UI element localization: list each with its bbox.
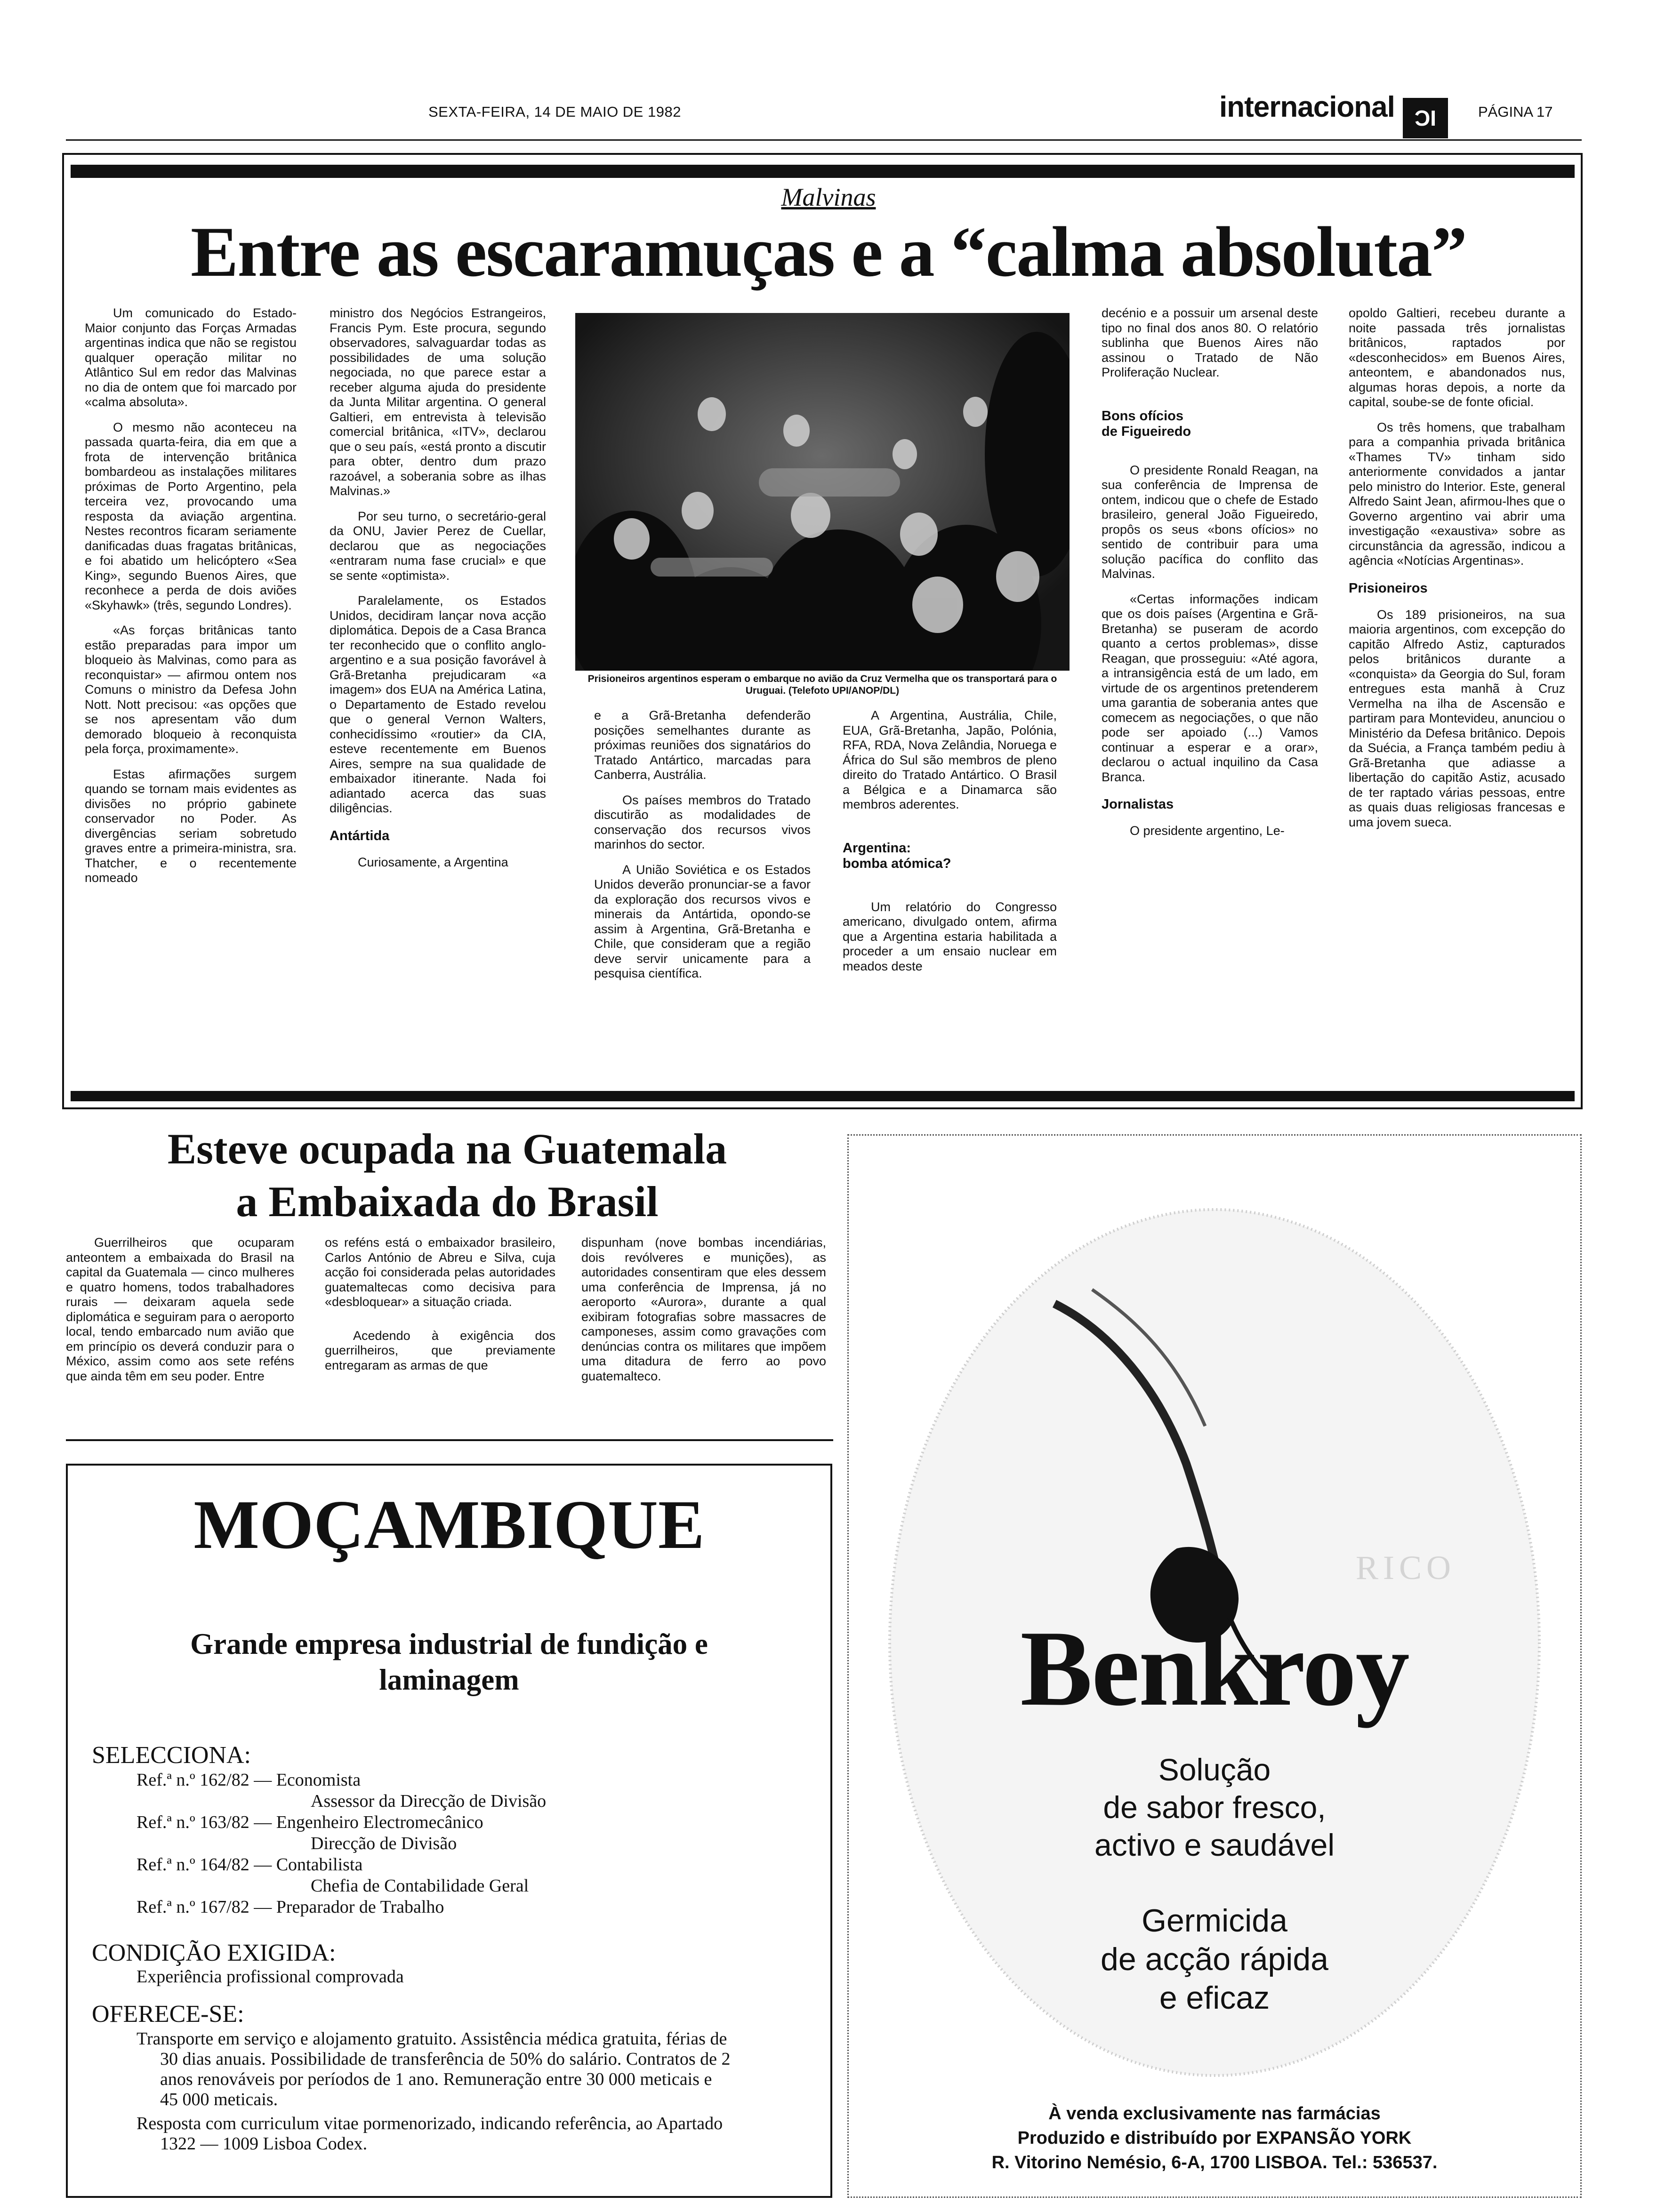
selecciona-heading: SELECCIONA: [92,1742,251,1769]
article-column-6 [1349,306,1565,1082]
article-column-4 [843,708,1057,1085]
footer-line: À venda exclusivamente nas farmácias [1048,2104,1381,2124]
photo-prisoners [575,313,1070,671]
oferece-line: anos renováveis por períodos de 1 ano. Remuneração entre 30 000 meticais e [160,2069,712,2089]
ref-164-sub: Chefia de Contabilidade Geral [311,1876,529,1896]
ref-167: Ref.ª n.º 167/82 — Preparador de Trabalho [137,1897,444,1917]
subhead-jornalistas: Jornalistas [1102,797,1174,812]
subhead-bomba [843,841,1057,872]
paragraph: O presidente Ronald Reagan, na sua conferência de Imprensa de ontem, indicou que o chefe de Estado brasileiro, general João Figueiredo, propôs os seus «bons ofícios» no sentido de contribuir para uma solução pacífica do conflito das Malvinas. [1102,463,1318,581]
article-headline: Entre as escaramuças e a “calma absoluta” [190,212,1467,291]
paragraph: Os três homens, que trabalham para a companhia privada britânica «Thames TV» tinham sido anteriormente convidados a jantar pelo ministro do Interior. Este, general Alfredo Saint Jean, afirmou-lhes que o Governo argentino vai abrir uma investigação «exaustiva» sobre as circunstância da agressão, indicou a agência «Notícias Argentinas». [1349,420,1565,568]
subhead-line: Argentina: [843,840,911,856]
paragraph: Estas afirmações surgem quando se tornam mais evidentes as divisões no próprio gabinete conservador no Poder. As divergências seriam sobretudo graves entre a primeira-ministra, sra. Thatcher, e o recentemente nomeado [85,767,297,885]
subhead-antartida: Antártida [330,828,390,843]
claim-line: de acção rápida [1101,1941,1328,1977]
article-column-3 [594,708,811,1085]
headline-line: Esteve ocupada na Guatemala [167,1125,727,1173]
subhead-line: bomba atómica? [843,856,951,871]
paragraph: O mesmo não aconteceu na passada quarta-feira, dia em que a frota de intervenção britânica bombardeou as instalações militares próximas de Porto Argentino, pela terceira vez, provocando uma resposta da aviação argentina. Nestes recontros ficaram seriamente danificadas duas fragatas britânicas, e foi abatido um helicóptero «Sea King», segundo Buenos Aires, que reconhece a perda de dois aviões «Skyhawk» (três, segundo Londres). [85,420,297,612]
paragraph: Um comunicado do Estado-Maior conjunto das Forças Armadas argentinas indica que não se registou qualquer operação militar no Atlântico Sul em redor das Malvinas no dia de ontem que foi marcado por «calma absoluta». [85,306,297,409]
benkroy-brand: Benkroy [1020,1608,1409,1728]
paragraph: Acedendo à exigência dos guerrilheiros, que previamente entregaram as armas de que [325,1328,555,1372]
resposta-line: 1322 — 1009 Lisboa Codex. [160,2134,368,2154]
page-number: PÁGINA 17 [1478,104,1553,120]
paragraph: opoldo Galtieri, recebeu durante a noite passada três jornalistas britânicos, raptados por «desconhecidos» em Buenos Aires, anteontem, e abandonados nus, algumas horas depois, a norte da capital, soube-se de fonte oficial. [1349,306,1565,409]
ref-163: Ref.ª n.º 163/82 — Engenheiro Electromecânico [137,1812,483,1832]
photo-caption: Prisioneiros argentinos esperam o embarque no avião da Cruz Vermelha que os transportará para o Uruguai. (Telefoto UPI/ANOP/DL) [587,673,1057,696]
article-kicker: Malvinas [781,183,876,211]
footer-line: Produzido e distribuído por EXPANSÃO YORK [1017,2128,1412,2148]
paragraph: Guerrilheiros que ocuparam anteontem a embaixada do Brasil na capital da Guatemala — cinco mulheres e quatro homens, todos trabalhadores rurais — deixaram aquela sede diplomática e seguiram para o aeroporto local, tendo embarcado num avião que em princípio os deverá conduzir para o México, assim como aos sete reféns que ainda têm em seu poder. Entre [66,1235,294,1383]
article-column-5 [1102,306,1318,1082]
paragraph: decénio e a possuir um arsenal deste tipo no final dos anos 80. O relatório sublinha que Buenos Aires não assinou o Tratado de Não Proliferação Nuclear. [1102,306,1318,379]
header-date: SEXTA-FEIRA, 14 DE MAIO DE 1982 [428,104,681,120]
logo-glyph: ƆƖ [1415,106,1436,130]
guatemala-column-2 [325,1235,555,1433]
header-rule [66,139,1582,141]
condicao-text: Experiência profissional comprovada [137,1967,404,1987]
guatemala-column-3 [581,1235,826,1433]
claim-line: e eficaz [1159,1980,1270,2016]
paragraph: e a Grã-Bretanha defenderão posições semelhantes durante as próximas reuniões dos signatários do Tratado Antártico, marcadas para Canberra, Austrália. [594,708,811,782]
paragraph: «Certas informações indicam que os dois países (Argentina e Grã-Bretanha) se puseram de acordo quanto a certos problemas», disse Reagan, que prosseguiu: «Até agora, a intransigência está de um lado, em virtude de os argentinos pretenderem uma garantia de soberania antes que comecem as negociações, o que não pode ser apoiado (...) Vamos continuar a esperar e a orar», declarou o actual inquilino da Casa Branca. [1102,592,1318,784]
paragraph: Por seu turno, o secretário-geral da ONU, Javier Perez de Cuellar, declarou que as negociações «entraram numa fase crucial» e que se sente «optimista». [330,509,546,583]
footer-line: R. Vitorino Nemésio, 6-A, 1700 LISBOA. Tel.: 536537. [991,2153,1438,2172]
guatemala-headline [66,1122,828,1228]
ad-title: MOÇAMBIQUE [193,1486,705,1563]
oferece-line: 30 dias anuais. Possibilidade de transferência de 50% do salário. Contratos de 2 [160,2049,731,2069]
section-logo-icon [1403,98,1448,138]
guatemala-bottom-rule [66,1439,833,1441]
subtitle-line: laminagem [379,1663,519,1696]
section-title: internacional [1219,91,1395,123]
claim-line: Germicida [1142,1903,1287,1939]
tagline-line: Solução [1158,1752,1271,1787]
paragraph: A União Soviética e os Estados Unidos deverão pronunciar-se a favor da exploração dos recursos vivos e minerais da Antártida, opondo-se assim à Argentina, Grã-Bretanha e Chile, que consideram que a região deve servir unicamente para a pesquisa científica. [594,862,811,980]
paragraph: dispunham (nove bombas incendiárias, dois revólveres e munições), as autoridades consentiram que eles dessem uma conferência de Imprensa, já no aeroporto «Aurora», durante a qual exibiram fotografias sobre massacres de camponeses, assim como gravações com denúncias contra os militares que impõem uma ditadura de ferro ao povo guatemalteco. [581,1235,826,1383]
paragraph: A Argentina, Austrália, Chile, EUA, Grã-Bretanha, Japão, Polónia, RFA, RDA, Nova Zelândia, Noruega e África do Sul são membros de pleno direito do Tratado Antártico. O Brasil a Bélgica e a Dinamarca são membros aderentes. [843,708,1057,811]
subhead-prisioneiros: Prisioneiros [1349,580,1428,596]
subhead-bons-oficios [1102,409,1318,440]
article-column-2 [330,306,546,1082]
article-column-1 [85,306,297,1082]
ad-subtitle [66,1626,832,1698]
paragraph: Um relatório do Congresso americano, divulgado ontem, afirma que a Argentina estaria habilitada a proceder a um ensaio nuclear em meados deste [843,899,1057,973]
ref-162: Ref.ª n.º 162/82 — Economista [137,1770,361,1790]
paragraph: Os 189 prisioneiros, na sua maioria argentinos, com excepção do capitão Alfredo Astiz, capturados pelos britânicos durante a «conquista» da Georgia do Sul, foram entregues esta manhã à Cruz Vermelha na ilha de Ascensão e partiram para Montevideu, anunciou o Ministério da Defesa britânico. Depois da Suécia, a França também pediu à Grã-Bretanha que adiasse a libertação do capitão Astiz, acusado de ter raptado várias pessoas, entre as quais duas religiosas francesas e uma jovem sueca. [1349,607,1565,829]
resposta-line: Resposta com curriculum vitae pormenorizado, indicando referência, ao Apartado [137,2114,723,2133]
page-header [66,89,1582,146]
news-photo [575,313,1070,671]
ghost-text: RICO [1356,1549,1456,1587]
ref-164: Ref.ª n.º 164/82 — Contabilista [137,1855,363,1875]
tagline-line: activo e saudável [1094,1827,1335,1862]
benkroy-tagline [847,1751,1582,1864]
benkroy-claim [847,1901,1582,2017]
paragraph: Os países membros do Tratado discutirão as modalidades de conservação dos recursos vivos marinhos do sector. [594,793,811,851]
headline-line: a Embaixada do Brasil [236,1178,659,1226]
paragraph: Paralelamente, os Estados Unidos, decidiram lançar nova acção diplomática. Depois de a Casa Branca ter reconhecido que o conflito anglo-argentino e a sua posição favorável à Grã-Bretanha prejudicaram «a imagem» dos EUA na América Latina, o Departamento de Estado revelou que o general Vernon Walters, conhecidíssimo «routier» da CIA, esteve recentemente em Buenos Aires, sempre na sua qualidade de embaixador itinerante. Nada foi adiantado acerca das suas diligências. [330,593,546,815]
tagline-line: de sabor fresco, [1103,1790,1326,1825]
paragraph: Curiosamente, a Argentina [358,855,508,869]
subhead-line: Bons ofícios [1102,408,1184,424]
subtitle-line: Grande empresa industrial de fundição e [190,1627,708,1660]
top-thick-rule [71,165,1575,178]
oferece-line: 45 000 meticais. [160,2090,278,2109]
benkroy-footer [847,2101,1582,2175]
ref-162-sub: Assessor da Direcção de Divisão [311,1791,547,1811]
paragraph: «As forças britânicas tanto estão preparadas para impor um bloqueio às Malvinas, como para as reconquistar» — afirmou ontem nos Comuns o ministro da Defesa John Nott. Nott precisou: «as opções que se nos apresentam vão dum demorado bloqueio à reconquista pela força, proximamente». [85,623,297,756]
guatemala-column-1 [66,1235,294,1433]
bottom-thick-rule [71,1091,1575,1101]
ref-163-sub: Direcção de Divisão [311,1834,457,1853]
condicao-heading: CONDIÇÃO EXIGIDA: [92,1940,336,1966]
paragraph: O presidente argentino, Le- [1130,824,1285,838]
oferece-heading: OFERECE-SE: [92,2001,244,2028]
paragraph: ministro dos Negócios Estrangeiros, Francis Pym. Este procura, segundo observadores, salvaguardar todas as possibilidades de uma solução negociada, no que parece estar a receber alguma ajuda do presidente da Junta Militar argentina. O general Galtieri, em entrevista à televisão comercial britânica, «ITV», declarou que o seu país, «está pronto a discutir para obter, dentro dum prazo razoável, a soberania sobre as ilhas Malvinas.» [330,306,546,498]
subhead-line: de Figueiredo [1102,424,1191,439]
oferece-line: Transporte em serviço e alojamento gratuito. Assistência médica gratuita, férias de [137,2029,727,2049]
paragraph: os reféns está o embaixador brasileiro, Carlos António de Abreu e Silva, cuja acção foi considerada pelas autoridades guatemaltecas como decisiva para «desbloquear» a situação criada. [325,1235,555,1309]
